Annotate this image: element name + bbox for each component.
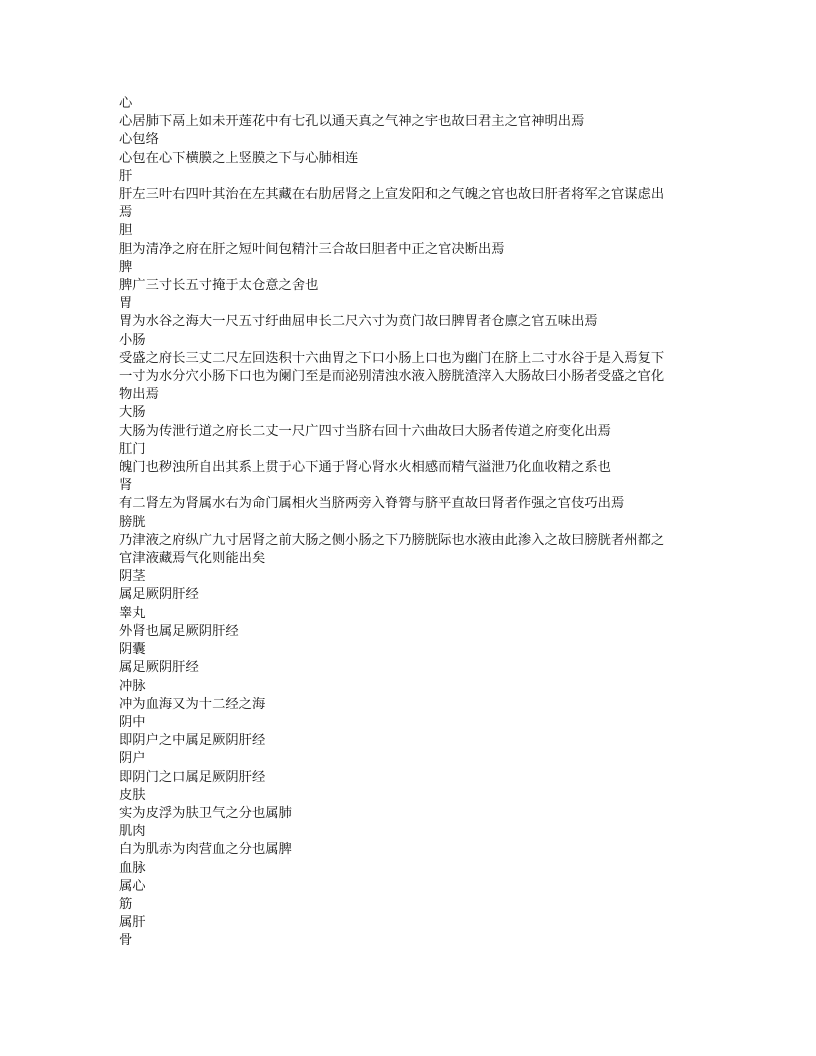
text-line: 即阴户之中属足厥阴肝经 bbox=[119, 733, 266, 749]
document-body bbox=[119, 95, 709, 951]
text-line: 白为肌赤为肉营血之分也属脾 bbox=[119, 842, 292, 858]
text-line: 脾广三寸长五寸掩于太仓意之舍也 bbox=[119, 278, 319, 294]
text-line: 心居肺下鬲上如未开莲花中有七孔以通天真之气神之宇也故曰君主之官神明出焉 bbox=[119, 114, 585, 130]
text-line: 肾 bbox=[119, 478, 133, 494]
text-line: 属心 bbox=[119, 878, 146, 894]
text-line: 实为皮浮为肤卫气之分也属肺 bbox=[119, 805, 292, 821]
text-line: 阴户 bbox=[119, 751, 146, 767]
text-line: 大肠为传泄行道之府长二丈一尺广四寸当脐右回十六曲故曰大肠者传道之府变化出焉 bbox=[119, 423, 611, 439]
text-line: 心包在心下横膜之上竖膜之下与心肺相连 bbox=[119, 150, 359, 166]
text-line: 心 bbox=[119, 96, 133, 111]
text-line: 阴囊 bbox=[119, 642, 146, 658]
text-line: 即阴门之口属足厥阴肝经 bbox=[119, 769, 266, 785]
text-line: 焉 bbox=[119, 205, 133, 221]
text-line: 睾丸 bbox=[119, 605, 146, 621]
text-line: 胃 bbox=[119, 296, 133, 312]
text-line: 骨 bbox=[119, 933, 133, 949]
text-line: 冲脉 bbox=[119, 678, 146, 694]
text-line: 冲为血海又为十二经之海 bbox=[119, 696, 266, 712]
text-line: 魄门也秽浊所自出其系上贯于心下通于肾心肾水火相感而精气溢泄乃化血收精之系也 bbox=[119, 460, 611, 476]
text-line: 肌肉 bbox=[119, 824, 146, 840]
text-line: 筋 bbox=[119, 896, 133, 912]
text-line: 心包络 bbox=[119, 132, 159, 148]
text-line: 胆为清净之府在肝之短叶间包精汁三合故曰胆者中正之官决断出焉 bbox=[119, 241, 505, 257]
text-line: 肝 bbox=[119, 168, 133, 184]
text-line: 大肠 bbox=[119, 405, 146, 421]
text-line: 官津液藏焉气化则能出矣 bbox=[119, 551, 266, 567]
text-line: 外肾也属足厥阴肝经 bbox=[119, 623, 239, 639]
text-line: 肛门 bbox=[119, 441, 146, 457]
text-line: 脾 bbox=[119, 259, 133, 275]
text-line: 肝左三叶右四叶其治在左其藏在右肋居肾之上宣发阳和之气魄之官也故曰肝者将军之官谋虑出 bbox=[119, 187, 665, 203]
text-line: 胃为水谷之海大一尺五寸纡曲屈申长二尺六寸为贲门故曰脾胃者仓廪之官五味出焉 bbox=[119, 314, 598, 330]
text-line: 有二肾左为肾属水右为命门属相火当脐两旁入脊膂与脐平直故曰肾者作强之官伎巧出焉 bbox=[119, 496, 625, 512]
text-line: 血脉 bbox=[119, 860, 146, 876]
text-line: 乃津液之府纵广九寸居肾之前大肠之侧小肠之下乃膀胱际也水液由此渗入之故曰膀胱者州都之 bbox=[119, 532, 665, 548]
text-line: 属足厥阴肝经 bbox=[119, 587, 199, 603]
text-line: 膀胱 bbox=[119, 514, 146, 530]
text-line: 阴茎 bbox=[119, 569, 146, 585]
text-line: 一寸为水分穴小肠下口也为阑门至是而泌别清浊水液入膀胱渣滓入大肠故曰小肠者受盛之官化 bbox=[119, 369, 665, 385]
text-line: 小肠 bbox=[119, 332, 146, 348]
text-line: 皮肤 bbox=[119, 787, 146, 803]
text-line: 阴中 bbox=[119, 714, 146, 730]
text-line: 属足厥阴肝经 bbox=[119, 660, 199, 676]
text-line: 属肝 bbox=[119, 915, 146, 931]
text-line: 物出焉 bbox=[119, 387, 159, 403]
text-line: 胆 bbox=[119, 223, 133, 239]
text-line: 受盛之府长三丈二尺左回迭积十六曲胃之下口小肠上口也为幽门在脐上二寸水谷于是入焉复下 bbox=[119, 350, 665, 366]
